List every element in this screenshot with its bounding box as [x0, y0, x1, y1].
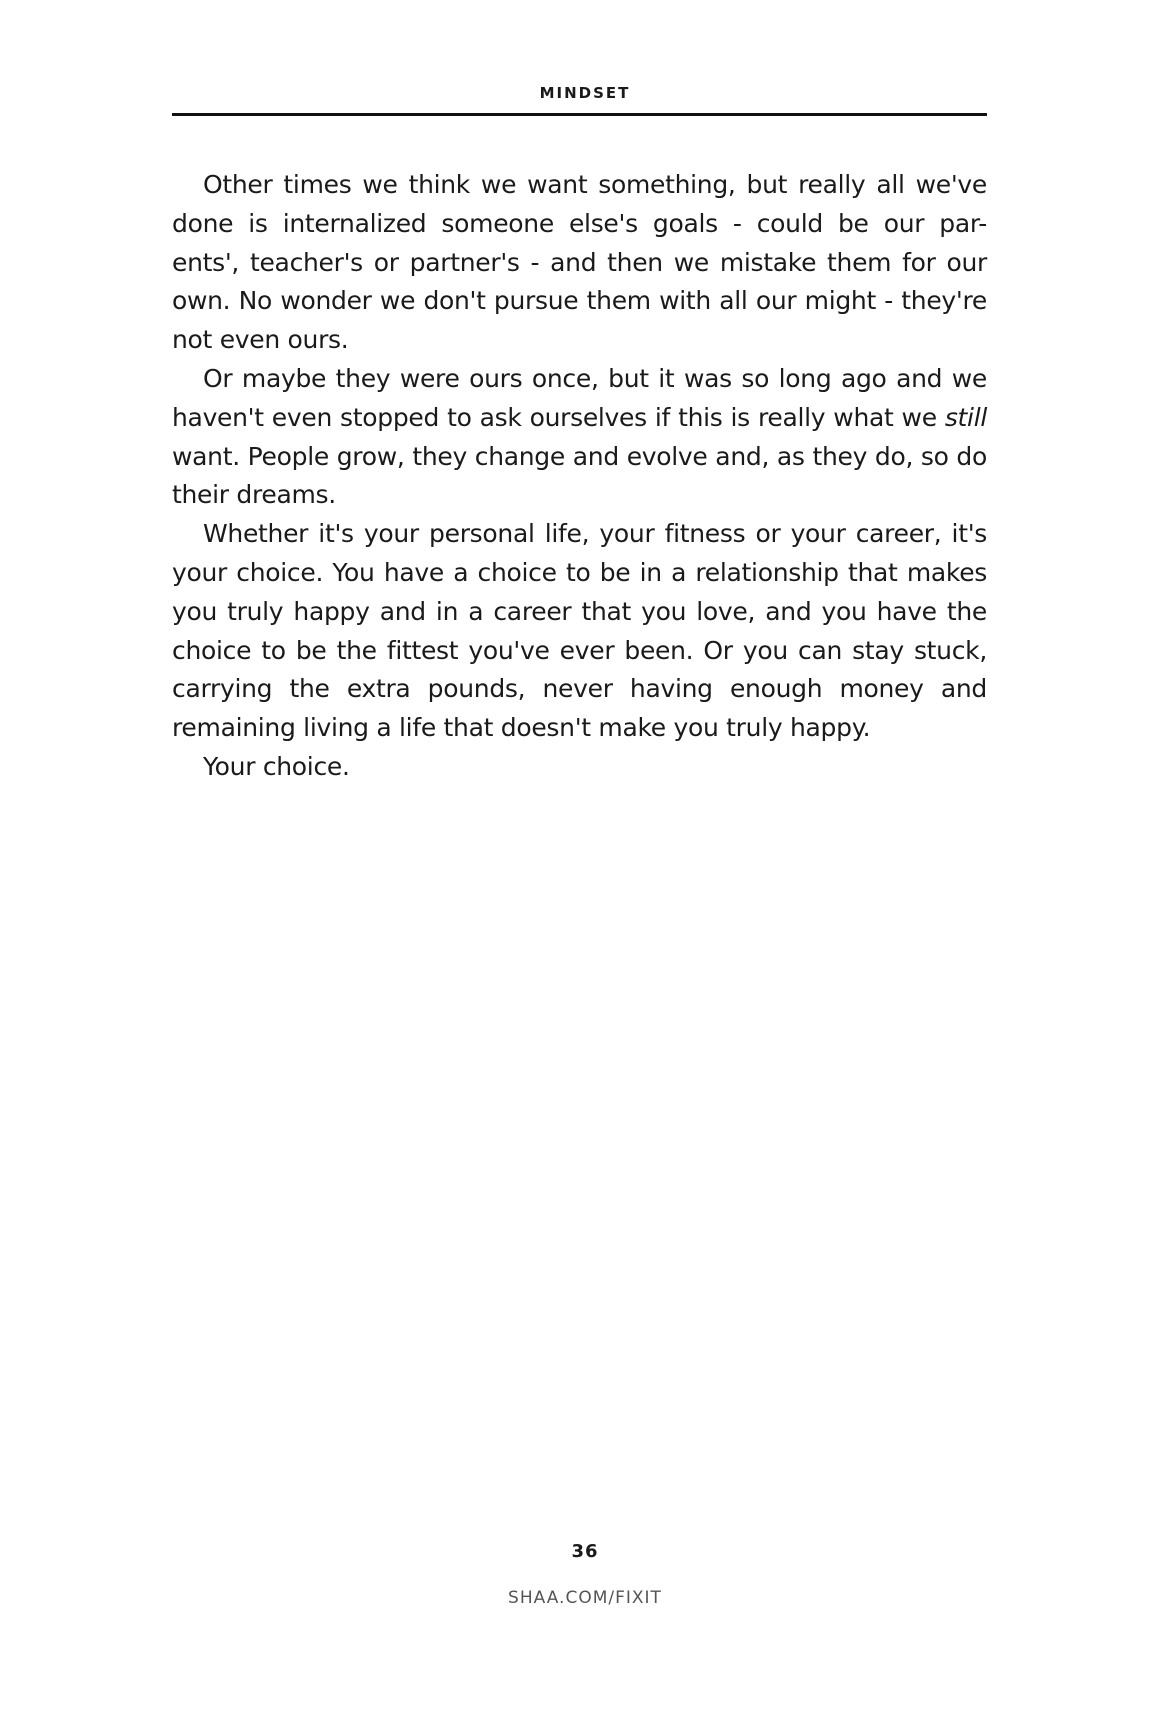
running-header: MINDSET [539, 84, 631, 102]
footer-url: SHAA.COM/FIXIT [508, 1588, 662, 1608]
paragraph-2-italic: still [944, 402, 987, 432]
header-rule [172, 113, 987, 116]
paragraph-4: Your choice. [203, 751, 350, 781]
paragraph-1: Other times we think we want something, but really all we've done is internalized someone else's goals - could be our par- ents', teacher's or partner's - and then we mistake them for our own. No wonder we don't pursue them with all our might - they're not even ours. [172, 170, 987, 355]
paragraph-3: Whether it's your personal life, your fitness or your career, it's your choice. You have a choice to be in a relationship that makes you truly happy and in a career that you love, and you have the choice to be the fittest you've ever been. Or you can stay stuck, carrying the extra pounds, never having enough money and remaining living a life that doesn't make you truly happy. [172, 519, 987, 743]
body-text [172, 166, 987, 787]
paragraph-2-start: Or maybe they were ours once, but it was so long ago and we haven't even stopped to ask ourselves if this is really what we [172, 363, 987, 432]
paragraph-2 [172, 360, 987, 515]
paragraph-2-rest: want. People grow, they change and evolve and, as they do, so do their dreams. [172, 441, 987, 510]
page-number: 36 [571, 1541, 599, 1562]
